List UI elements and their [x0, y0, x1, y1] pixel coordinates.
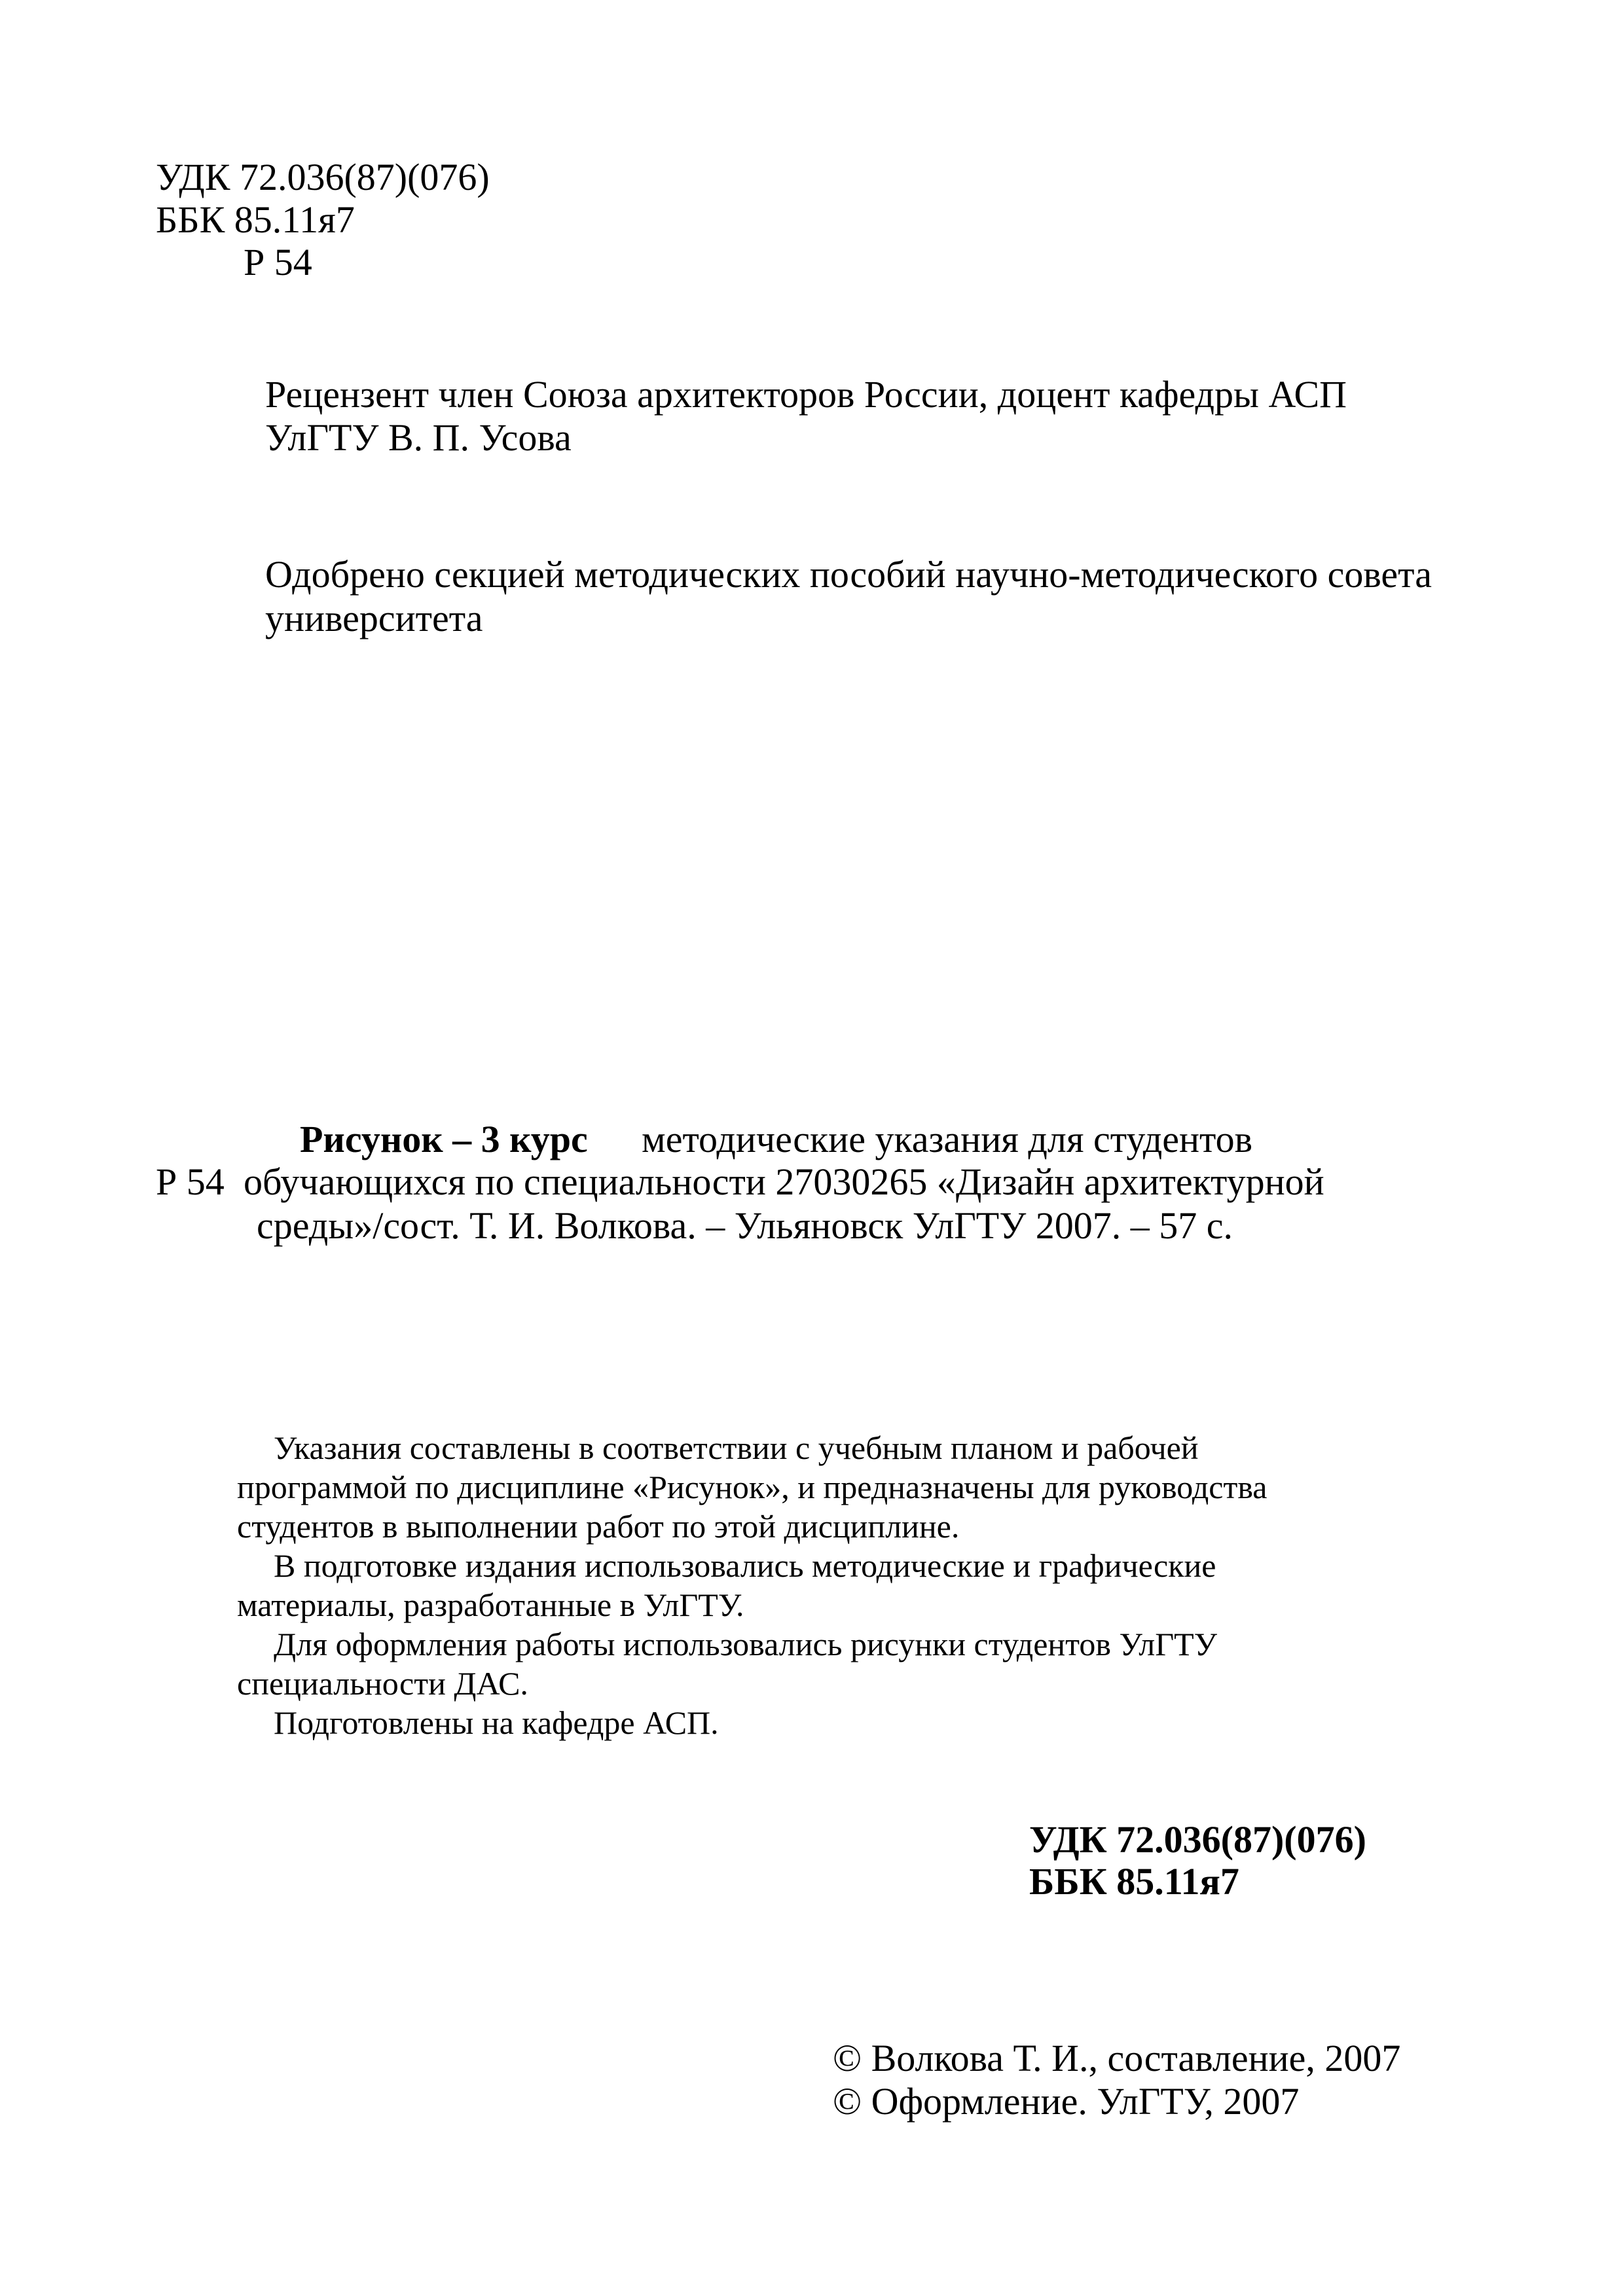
annotation-line: материалы, разработанные в УлГТУ. [237, 1587, 744, 1623]
annotation-line: Указания составлены в соответствии с учебным планом и рабочей [274, 1429, 1199, 1466]
annotation-line: Для оформления работы использовались рисунки студентов УлГТУ [274, 1626, 1218, 1662]
reviewer-line-1: Рецензент член Союза архитекторов России, доцент кафедры АСП [265, 373, 1347, 416]
copyright-line-2: © Оформление. УлГТУ, 2007 [833, 2080, 1300, 2123]
annotation-line: Подготовлены на кафедре АСП. [274, 1704, 719, 1741]
bibliographic-line-1: методические указания для студентов [642, 1118, 1252, 1160]
annotation-line: специальности ДАС. [237, 1665, 528, 1702]
udk-top: УДК 72.036(87)(076) [156, 156, 490, 198]
approval-line-2: университета [265, 597, 483, 639]
bibliographic-line-2: обучающихся по специальности 27030265 «Дизайн архитектурной [244, 1160, 1324, 1203]
annotation-line: В подготовке издания использовались методические и графические [274, 1547, 1216, 1584]
annotation-line: студентов в выполнении работ по этой дисциплине. [237, 1508, 960, 1545]
copyright-line-1: © Волкова Т. И., составление, 2007 [833, 2037, 1401, 2079]
book-title: Рисунок – 3 курс [300, 1118, 588, 1160]
author-mark-bib: Р 54 [156, 1160, 225, 1203]
bibliographic-line-3: среды»/сост. Т. И. Волкова. – Ульяновск УлГТУ 2007. – 57 с. [257, 1204, 1233, 1247]
bbk-bold: ББК 85.11я7 [1029, 1860, 1239, 1903]
annotation-line: программой по дисциплине «Рисунок», и предназначены для руководства [237, 1469, 1267, 1505]
bbk-top: ББК 85.11я7 [156, 198, 355, 241]
approval-line-1: Одобрено секцией методических пособий научно-методического совета [265, 553, 1432, 596]
udk-bold: УДК 72.036(87)(076) [1029, 1818, 1366, 1861]
author-mark-top: Р 54 [244, 241, 312, 283]
reviewer-line-2: УлГТУ В. П. Усова [265, 416, 572, 459]
